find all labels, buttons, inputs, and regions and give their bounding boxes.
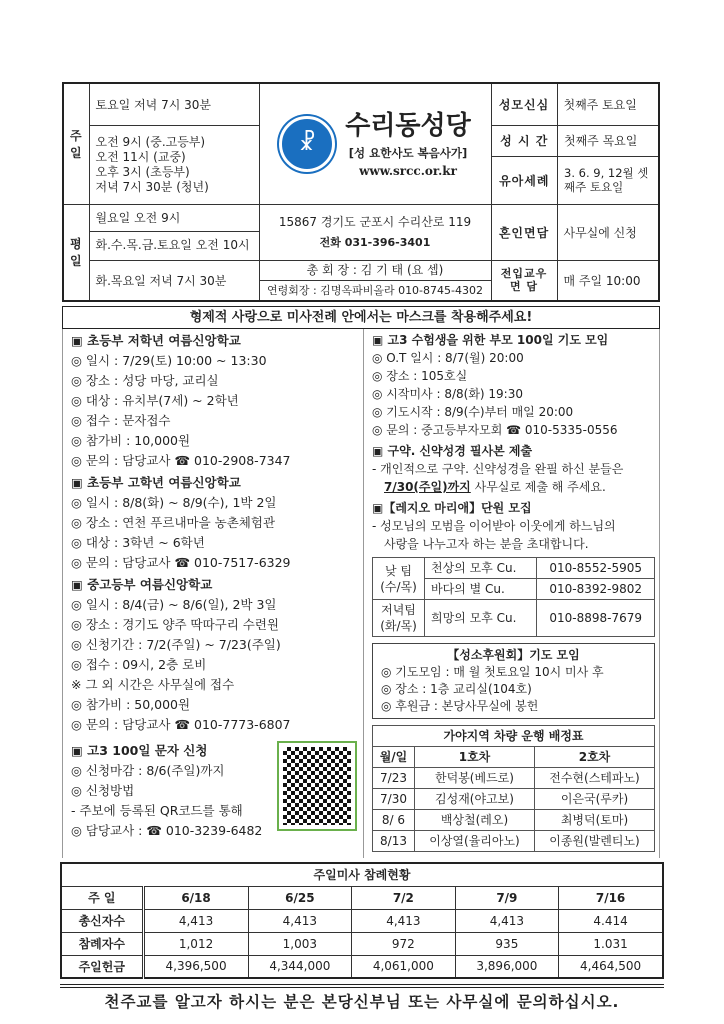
info-label: 성모신심 <box>491 83 557 125</box>
info-line: ◎ 후원금 : 본당사무실에 봉헌 <box>381 699 539 713</box>
cell: 4.414 <box>559 909 663 932</box>
cell: 4,396,500 <box>143 955 248 978</box>
table-row <box>61 909 663 932</box>
section-title: 【성소후원회】기도 모임 <box>447 648 580 662</box>
qr-code[interactable] <box>277 741 357 831</box>
phone: 전화 031-396-3401 <box>319 235 431 249</box>
footer-divider <box>60 984 664 988</box>
info-line: ◎ 대상 : 3학년 ~ 6학년 <box>71 535 205 550</box>
info-value: 매 주일 10:00 <box>557 260 659 301</box>
team-phone: 010-8552-5905 <box>537 558 655 579</box>
cell: 935 <box>455 932 559 955</box>
info-line: ◎ 장소 : 1층 교리실(104호) <box>381 682 532 696</box>
info-line: ◎ 장소 : 105호실 <box>372 369 468 383</box>
cell: 4,413 <box>455 909 559 932</box>
table-row <box>373 831 655 852</box>
address-block <box>259 204 491 260</box>
row-header: 주일헌금 <box>61 955 143 978</box>
cell: 972 <box>352 932 456 955</box>
sms-section <box>71 741 271 841</box>
church-logo-icon: ☧ <box>279 116 335 172</box>
cell: 4,061,000 <box>352 955 456 978</box>
column-header: 6/18 <box>143 886 248 909</box>
sunday-time: 토요일 저녁 7시 30분 <box>89 83 259 125</box>
info-line: ◎ 장소 : 성당 마당, 교리실 <box>71 373 219 388</box>
table-row <box>61 955 663 978</box>
table-row <box>373 789 655 810</box>
info-value: 3. 6. 9, 12월 셋째주 토요일 <box>558 157 659 204</box>
sms-row <box>71 741 357 841</box>
info-line: ◎ 담당교사 : ☎ 010-3239-6482 <box>71 823 263 838</box>
info-line: ◎ 신청마감 : 8/6(주일)까지 <box>71 763 225 778</box>
table-row <box>373 768 655 789</box>
body-frame <box>62 329 660 858</box>
info-line: - 주보에 등록된 QR코드를 통해 <box>71 803 243 818</box>
info-line: ◎ 시작미사 : 8/8(화) 19:30 <box>372 387 523 401</box>
info-label: 전입교우 면 담 <box>491 260 557 301</box>
column-header: 월/일 <box>373 747 415 768</box>
team-phone: 010-8392-9802 <box>537 579 655 600</box>
info-label: 혼인면담 <box>491 204 557 260</box>
cell: 이상열(율리아노) <box>415 831 535 852</box>
info-line: ◎ 문의 : 담당교사 ☎ 010-7517-6329 <box>71 555 291 570</box>
info-line: - 성모님의 모범을 이어받아 이웃에게 하느님의 <box>372 519 616 533</box>
team-name: 희망의 모후 Cu. <box>425 600 537 637</box>
header-table <box>62 82 660 302</box>
cell: 1,003 <box>248 932 352 955</box>
section-title: ▣ 중고등부 여름신앙학교 <box>71 577 213 592</box>
info-line: ◎ 신청기간 : 7/2(주일) ~ 7/23(주일) <box>71 637 281 652</box>
sunday-time: 오후 3시 (초등부) <box>95 164 190 179</box>
qr-pattern-icon <box>283 747 351 825</box>
info-line: ◎ 기도시작 : 8/9(수)부터 매일 20:00 <box>372 405 574 419</box>
weekday-time: 화.수.목.금.토요일 오전 10시 <box>95 237 250 252</box>
table-title: 주일미사 참례현황 <box>61 863 663 886</box>
info-line: ◎ 대상 : 유치부(7세) ~ 2학년 <box>71 393 239 408</box>
cell: 8/13 <box>373 831 415 852</box>
cell: 4,413 <box>143 909 248 932</box>
sanctuary-box <box>372 643 655 719</box>
cell: 백상철(레오) <box>415 810 535 831</box>
team-phone: 010-8898-7679 <box>537 600 655 637</box>
info-line: 사랑을 나누고자 하는 분을 초대합니다. <box>384 537 589 551</box>
info-label: 유아세례 <box>492 157 558 204</box>
cell: 4,344,000 <box>248 955 352 978</box>
column-header: 7/16 <box>559 886 663 909</box>
team-name: 바다의 별 Cu. <box>425 579 537 600</box>
team-name: 천상의 모후 Cu. <box>425 558 537 579</box>
legio-table <box>372 557 655 637</box>
elder-president: 연령회장 : 김명옥파비올라 010-8745-4302 <box>266 283 483 297</box>
table-title: 가야지역 차량 운행 배정표 <box>373 726 655 747</box>
team-label: 저녁팀 (화/목) <box>373 600 425 637</box>
cell: 전수현(스테파노) <box>535 768 655 789</box>
info-label: 성 시 간 <box>492 126 558 157</box>
cell: 7/30 <box>373 789 415 810</box>
column-header: 주 일 <box>61 886 143 909</box>
church-name: 수리동성당 <box>345 110 471 141</box>
section-lower-grade <box>71 331 357 471</box>
info-line: ◎ 일시 : 8/8(화) ~ 8/9(수), 1박 2일 <box>71 495 277 510</box>
sunday-time: 오전 11시 (교중) <box>95 149 186 164</box>
section-title: ▣ 초등부 고학년 여름신앙학교 <box>71 475 241 490</box>
section-title: ▣【레지오 마리애】단원 모집 <box>372 501 532 515</box>
left-column <box>63 329 364 858</box>
info-line: ◎ 장소 : 연천 푸르내마을 농촌체험관 <box>71 515 276 530</box>
sunday-time: 오전 9시 (중.고등부) <box>95 134 206 149</box>
deadline: 7/30(주일)까지 <box>384 480 471 494</box>
attendance-table <box>60 862 664 979</box>
info-line: - 개인적으로 구약. 신약성경을 완필 하신 분들은 <box>372 462 624 476</box>
row-header: 총신자수 <box>61 909 143 932</box>
column-header: 1호차 <box>415 747 535 768</box>
cell: 김성재(야고보) <box>415 789 535 810</box>
info-line: ◎ 문의 : 담당교사 ☎ 010-2908-7347 <box>71 453 291 468</box>
footer-notice: 천주교를 알고자 하시는 분은 본당신부님 또는 사무실에 문의하십시오. <box>104 993 620 1011</box>
row-header: 참례자수 <box>61 932 143 955</box>
cell: 7/23 <box>373 768 415 789</box>
info-line: ◎ 일시 : 7/29(토) 10:00 ~ 13:30 <box>71 353 267 368</box>
cell: 한덕봉(베드로) <box>415 768 535 789</box>
cell: 최병덕(토마) <box>535 810 655 831</box>
section-title: ▣ 초등부 저학년 여름신앙학교 <box>71 333 241 348</box>
info-line: ※ 그 외 시간은 사무실에 접수 <box>71 677 235 692</box>
cell: 1,012 <box>143 932 248 955</box>
info-line: ◎ 신청방법 <box>71 783 135 798</box>
info-line: ◎ 참가비 : 10,000원 <box>71 433 191 448</box>
cell: 이은국(루카) <box>535 789 655 810</box>
info-line: ◎ 접수 : 문자접수 <box>71 413 171 428</box>
section-title: ▣ 구약. 신약성경 필사본 제출 <box>372 444 533 458</box>
info-value: 첫째주 목요일 <box>558 126 659 157</box>
team-label: 낮 팀 (수/목) <box>373 558 425 600</box>
info-line: 사무실로 제출 해 주세요. <box>470 480 606 494</box>
sunday-label: 주일 <box>63 83 89 204</box>
column-header: 6/25 <box>248 886 352 909</box>
cell: 8/ 6 <box>373 810 415 831</box>
address: 15867 경기도 군포시 수리산로 119 <box>278 214 472 229</box>
weekday-time: 화.목요일 저녁 7시 30분 <box>89 260 259 301</box>
column-header: 2호차 <box>535 747 655 768</box>
info-line: ◎ 기도모임 : 매 월 첫토요일 10시 미사 후 <box>381 665 604 679</box>
info-line: ◎ 일시 : 8/4(금) ~ 8/6(일), 2박 3일 <box>71 597 277 612</box>
patron: [성 요한사도 복음사가] <box>348 145 468 160</box>
info-line: ◎ O.T 일시 : 8/7(월) 20:00 <box>372 351 524 365</box>
info-line: ◎ 장소 : 경기도 양주 딱따구리 수련원 <box>71 617 280 632</box>
table-row <box>61 932 663 955</box>
president: 총 회 장 : 김 기 태 (요 셉) <box>260 261 491 281</box>
section-youth <box>71 575 357 735</box>
logo-cell <box>259 83 491 204</box>
sunday-time: 저녁 7시 30분 (청년) <box>95 179 209 194</box>
cell: 3,896,000 <box>455 955 559 978</box>
weekday-label: 평일 <box>63 204 89 301</box>
column-header: 7/2 <box>352 886 456 909</box>
website[interactable]: www.srcc.or.kr <box>359 163 457 178</box>
section-title: ▣ 고3 수험생을 위한 부모 100일 기도 모임 <box>372 333 609 347</box>
right-column <box>364 329 659 858</box>
column-header: 7/9 <box>455 886 559 909</box>
cell: 4,464,500 <box>559 955 663 978</box>
cell: 1.031 <box>559 932 663 955</box>
table-row <box>373 810 655 831</box>
info-line: ◎ 참가비 : 50,000원 <box>71 697 191 712</box>
section-upper-grade <box>71 473 357 573</box>
section-title: ▣ 고3 100일 문자 신청 <box>71 743 208 758</box>
cell: 4,413 <box>352 909 456 932</box>
mask-notice-banner: 형제적 사랑으로 미사전례 안에서는 마스크를 착용해주세요! <box>62 306 660 329</box>
weekday-time: 월요일 오전 9시 <box>90 205 259 232</box>
main-content <box>62 306 660 1012</box>
info-value: 사무실에 신청 <box>557 204 659 260</box>
info-line: ◎ 문의 : 중고등부자모회 ☎ 010-5335-0556 <box>372 423 618 437</box>
info-value: 첫째주 토요일 <box>557 83 659 125</box>
info-line: ◎ 문의 : 담당교사 ☎ 010-7773-6807 <box>71 717 291 732</box>
info-line: ◎ 접수 : 09시, 2층 로비 <box>71 657 207 672</box>
car-schedule-table <box>372 725 655 852</box>
cell: 4,413 <box>248 909 352 932</box>
cell: 이종원(발렌티노) <box>535 831 655 852</box>
